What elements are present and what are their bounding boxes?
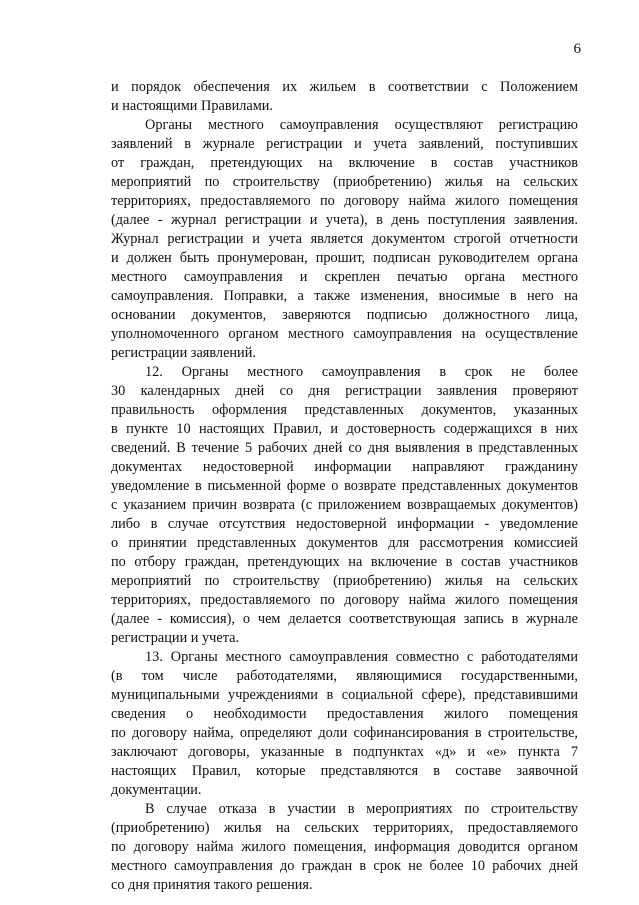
document-body bbox=[111, 78, 578, 895]
text-line: настоящих Правил, которые представляются в составе заявочной bbox=[111, 763, 578, 779]
text-line: 12. Органы местного самоуправления в срок не более bbox=[145, 364, 578, 380]
text-line: от граждан, претендующих на включение в состав участников bbox=[111, 155, 578, 171]
text-line: о принятии представленных документов для рассмотрения комиссией bbox=[111, 535, 578, 551]
text-line: (далее - журнал регистрации и учета), в день поступления заявления. bbox=[111, 212, 578, 228]
text-line: в пункте 10 настоящих Правил, и достоверность содержащихся в них bbox=[111, 421, 578, 437]
paragraph bbox=[111, 363, 578, 648]
text-line: с указанием причин возврата (с приложением возвращаемых документов) bbox=[111, 497, 578, 513]
text-line: В случае отказа в участии в мероприятиях по строительству bbox=[145, 801, 578, 817]
text-line: со дня принятия такого решения. bbox=[111, 877, 313, 893]
text-line: Журнал регистрации и учета является документом строгой отчетности bbox=[111, 231, 578, 247]
text-line: заявлений в журнале регистрации и учета заявлений, поступивших bbox=[111, 136, 578, 152]
text-line: муниципальными учреждениями в социальной сфере), представившими bbox=[111, 687, 578, 703]
paragraph bbox=[111, 78, 578, 116]
paragraph bbox=[111, 116, 578, 363]
text-line: Органы местного самоуправления осуществляют регистрацию bbox=[145, 117, 578, 133]
text-line: регистрации и учета. bbox=[111, 630, 240, 646]
text-line: 30 календарных дней со дня регистрации заявления проверяют bbox=[111, 383, 578, 399]
text-line: территориях, предоставляемого по договору найма жилого помещения bbox=[111, 592, 578, 608]
text-line: по отбору граждан, претендующих на включение в состав участников bbox=[111, 554, 578, 570]
text-line: (далее - комиссия), о чем делается соответствующая запись в журнале bbox=[111, 611, 578, 627]
text-line: и настоящими Правилами. bbox=[111, 98, 273, 114]
paragraph bbox=[111, 800, 578, 895]
text-line: мероприятий по строительству (приобретению) жилья на сельских bbox=[111, 573, 578, 589]
text-line: сведений. В течение 5 рабочих дней со дня выявления в представленных bbox=[111, 440, 578, 456]
text-line: 13. Органы местного самоуправления совместно с работодателями bbox=[145, 649, 578, 665]
text-line: и порядок обеспечения их жильем в соответствии с Положением bbox=[111, 79, 578, 95]
paragraph bbox=[111, 648, 578, 800]
text-line: местного самоуправления и скреплен печатью органа местного bbox=[111, 269, 578, 285]
text-line: уполномоченного органом местного самоуправления на осуществление bbox=[111, 326, 578, 342]
text-line: сведения о необходимости предоставления жилого помещения bbox=[111, 706, 578, 722]
text-line: регистрации заявлений. bbox=[111, 345, 256, 361]
text-line: уведомление в письменной форме о возврате представленных документов bbox=[111, 478, 578, 494]
text-line: мероприятий по строительству (приобретению) жилья на сельских bbox=[111, 174, 578, 190]
text-line: (приобретению) жилья на сельских территориях, предоставляемого bbox=[111, 820, 578, 836]
page-number: 6 bbox=[573, 41, 581, 57]
text-line: и должен быть пронумерован, прошит, подписан руководителем органа bbox=[111, 250, 578, 266]
text-line: (в том числе работодателями, являющимися государственными, bbox=[111, 668, 578, 684]
text-line: по договору найма жилого помещения, информация доводится органом bbox=[111, 839, 578, 855]
text-line: документации. bbox=[111, 782, 202, 798]
text-line: правильность оформления представленных документов, указанных bbox=[111, 402, 578, 418]
text-line: территориях, предоставляемого по договору найма жилого помещения bbox=[111, 193, 578, 209]
text-line: либо в случае отсутствия недостоверной информации - уведомление bbox=[111, 516, 578, 532]
text-line: заключают договоры, указанные в подпунктах «д» и «е» пункта 7 bbox=[111, 744, 578, 760]
text-line: основании документов, заверяются подписью должностного лица, bbox=[111, 307, 578, 323]
text-line: документах недостоверной информации направляют гражданину bbox=[111, 459, 578, 475]
text-line: самоуправления. Поправки, а также изменения, вносимые в него на bbox=[111, 288, 578, 304]
text-line: по договору найма, определяют доли софинансирования в строительстве, bbox=[111, 725, 578, 741]
text-line: местного самоуправления до граждан в срок не более 10 рабочих дней bbox=[111, 858, 578, 874]
